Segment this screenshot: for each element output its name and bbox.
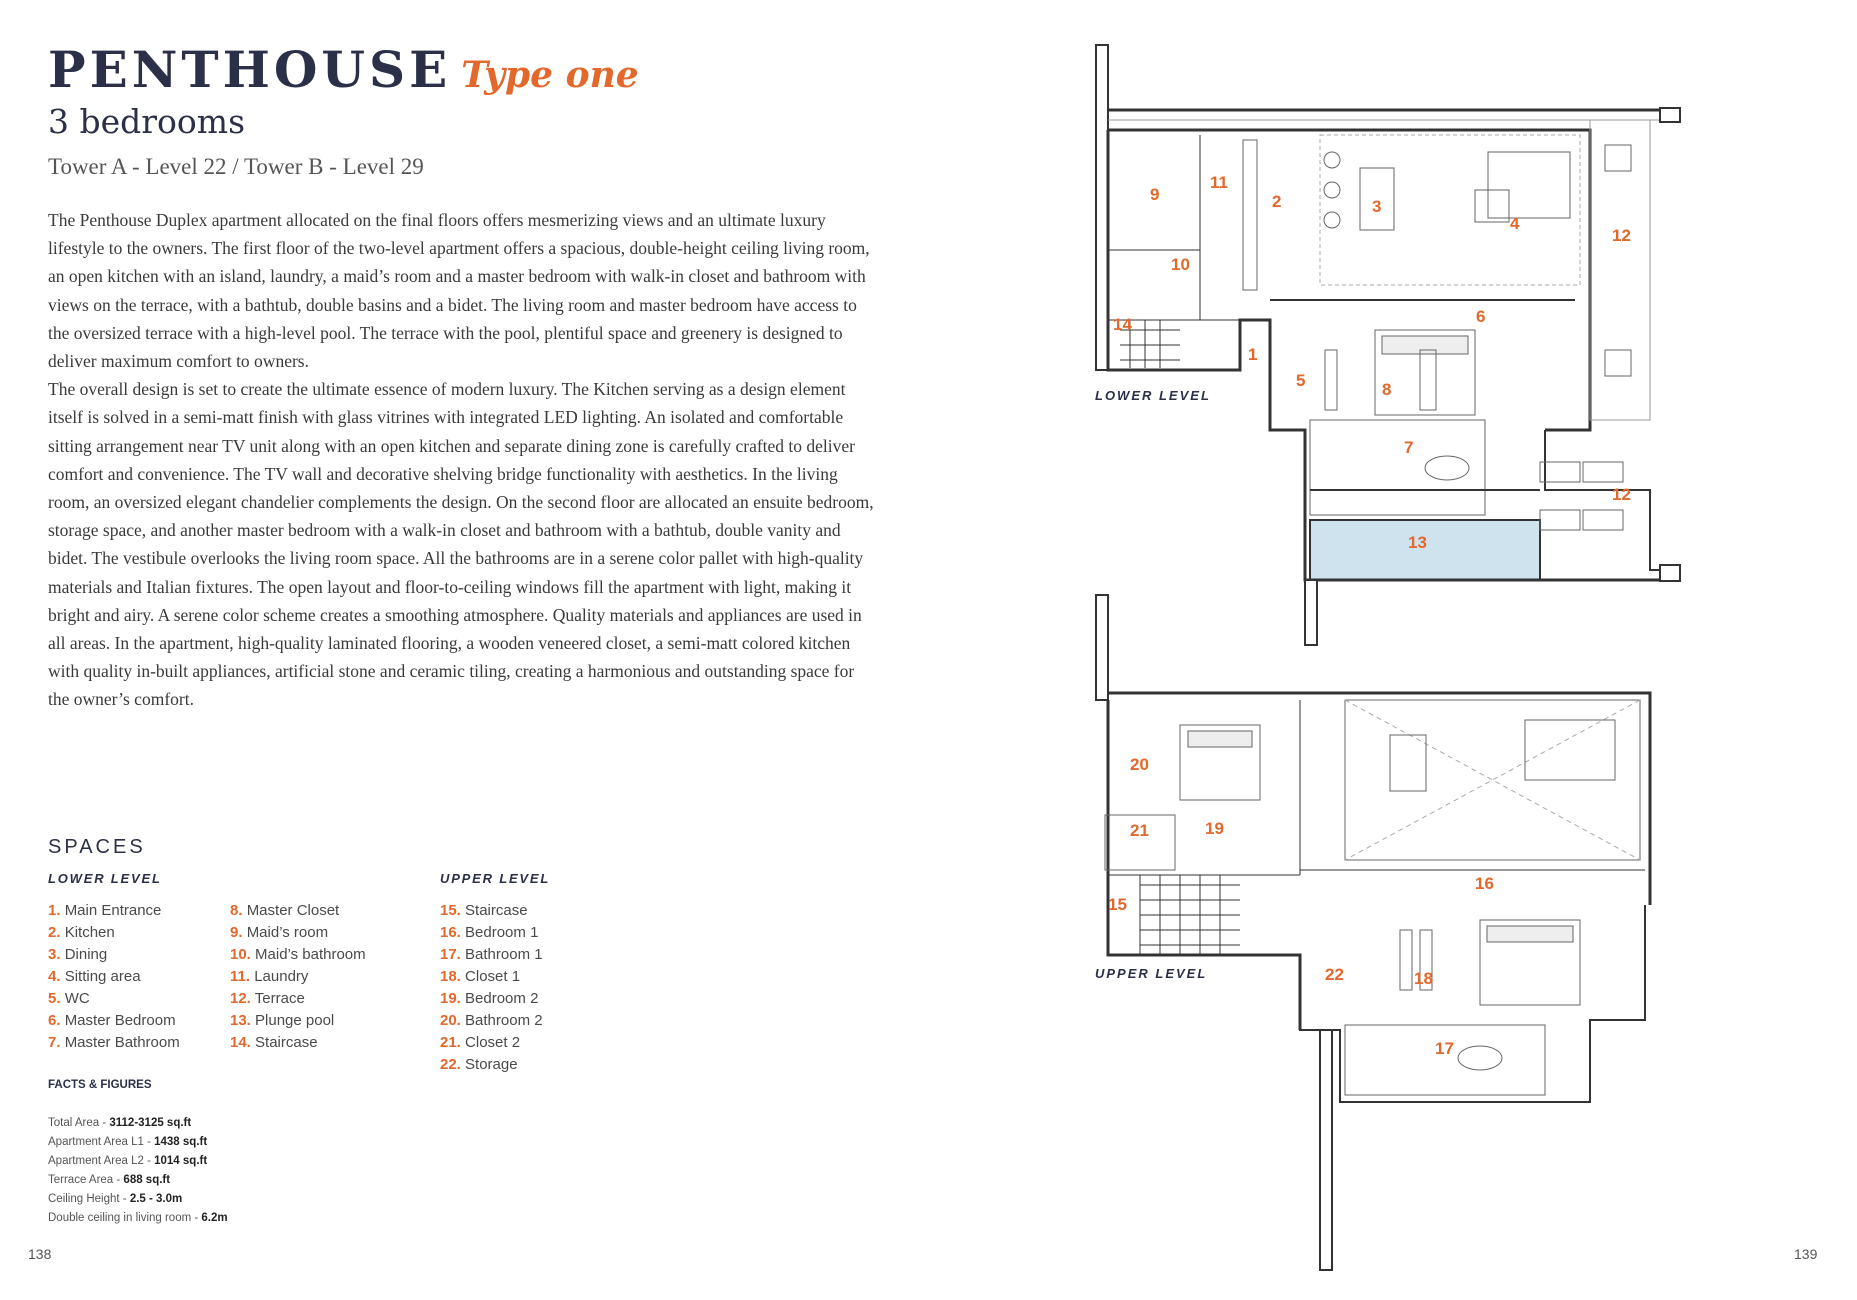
space-item: 7. Master Bathroom [48,1034,180,1051]
fact-item: Terrace Area - 688 sq.ft [48,1174,171,1186]
tower-level-info: Tower A - Level 22 / Tower B - Level 29 [48,154,424,179]
fact-item: Ceiling Height - 2.5 - 3.0m [48,1193,183,1205]
room-number: 2 [1272,192,1282,211]
page-number-right: 139 [1794,1246,1818,1262]
title-main: PENTHOUSE [48,40,452,99]
space-item: 20. Bathroom 2 [440,1012,543,1029]
space-item: 4. Sitting area [48,968,141,985]
room-number: 6 [1476,307,1486,326]
space-item: 9. Maid’s room [230,924,329,941]
room-number: 12 [1612,226,1631,245]
space-item: 19. Bedroom 2 [440,990,539,1007]
lower-level-heading: LOWER LEVEL [48,871,162,886]
room-number: 15 [1108,895,1127,914]
space-item: 11. Laundry [230,968,309,985]
room-number: 17 [1435,1039,1454,1058]
lower-level-label: LOWER LEVEL [1095,388,1211,403]
description-paragraph: The overall design is set to create the ultimate essence of modern luxury. The Kitchen serving as a design element itself is solved in a semi-matt finish with glass vitrines with integrated LED lighting. An isolated and comfortable sitting arrangement near TV unit along with an open kitchen and separate dining zone is carefully crafted to deliver comfort and convenience. The TV wall and decorative shelving bridge functionality with aesthetics. In the living room, an oversized elegant chandelier complements the design. On the second floor are allocated an ensuite bedroom, storage space, and another master bedroom with a walk-in closet and bathroom with a bathtub, double vanity and bidet. The vestibule overlooks the living room space. All the bathrooms are in a serene color pallet with high-quality materials and Italian fixtures. The open layout and floor-to-ceiling windows fill the apartment with light, making it bright and airy. A serene color scheme creates a smoothing atmosphere. Quality materials and appliances are used in all areas. In the apartment, high-quality laminated flooring, a wooden veneered closet, a semi-matt colored kitchen with quality in-built appliances, artificial stone and ceramic tiling, creating a harmonious and outstanding space for the owner’s comfort. [48,379,874,710]
room-number: 3 [1372,197,1382,216]
space-item: 6. Master Bedroom [48,1012,176,1029]
page-number-left: 138 [28,1246,52,1262]
space-item: 17. Bathroom 1 [440,946,543,963]
room-number: 1 [1248,345,1258,364]
fact-item: Double ceiling in living room - 6.2m [48,1212,228,1224]
room-number: 21 [1130,821,1149,840]
space-item: 15. Staircase [440,902,528,919]
upper-level-plan [1096,595,1650,1270]
space-item: 12. Terrace [230,990,305,1007]
room-number: 11 [1210,173,1228,192]
room-number: 20 [1130,755,1149,774]
lower-level-plan [1096,45,1680,645]
space-item: 21. Closet 2 [440,1034,521,1051]
space-item: 16. Bedroom 1 [440,924,539,941]
description-paragraph: The Penthouse Duplex apartment allocated on the final floors offers mesmerizing views and an ultimate luxury lifestyle to the owners. The first floor of the two-level apartment offers a spacious, double-height ceiling living room, an open kitchen with an island, laundry, a maid’s room and a master bedroom with walk-in closet and bathroom with views on the terrace, with a bathtub, double basins and a bidet. The living room and master bedroom have access to the oversized terrace with a high-level pool. The terrace with the pool, plentiful space and greenery is designed to deliver maximum comfort to owners. [48,210,870,372]
spaces-heading: SPACES [48,836,146,858]
room-number: 22 [1325,965,1344,984]
room-number: 8 [1382,380,1392,399]
room-number: 18 [1414,969,1433,988]
room-number: 4 [1510,214,1520,233]
upper-level-label: UPPER LEVEL [1095,966,1208,981]
room-number: 9 [1150,185,1160,204]
room-number: 14 [1113,315,1132,334]
space-item: 1. Main Entrance [48,902,162,919]
space-item: 5. WC [48,990,90,1007]
room-number: 10 [1171,255,1190,274]
facts-heading: FACTS & FIGURES [48,1079,152,1091]
room-number: 19 [1205,819,1224,838]
room-number: 7 [1404,438,1414,457]
space-item: 13. Plunge pool [230,1012,335,1029]
upper-level-heading: UPPER LEVEL [440,871,551,886]
room-number: 13 [1408,533,1427,552]
space-item: 14. Staircase [230,1034,318,1051]
fact-item: Apartment Area L2 - 1014 sq.ft [48,1155,208,1167]
fact-item: Apartment Area L1 - 1438 sq.ft [48,1136,208,1148]
fact-item: Total Area - 3112-3125 sq.ft [48,1117,192,1129]
subtitle-bedrooms: 3 bedrooms [48,102,246,141]
room-number: 5 [1296,371,1306,390]
title-accent: Type one [461,54,639,96]
space-item: 22. Storage [440,1056,518,1073]
room-number: 16 [1475,874,1494,893]
room-number: 12 [1612,485,1631,504]
space-item: 2. Kitchen [48,924,115,941]
space-item: 3. Dining [48,946,108,963]
space-item: 18. Closet 1 [440,968,521,985]
space-item: 8. Master Closet [230,902,340,919]
space-item: 10. Maid’s bathroom [230,946,366,963]
